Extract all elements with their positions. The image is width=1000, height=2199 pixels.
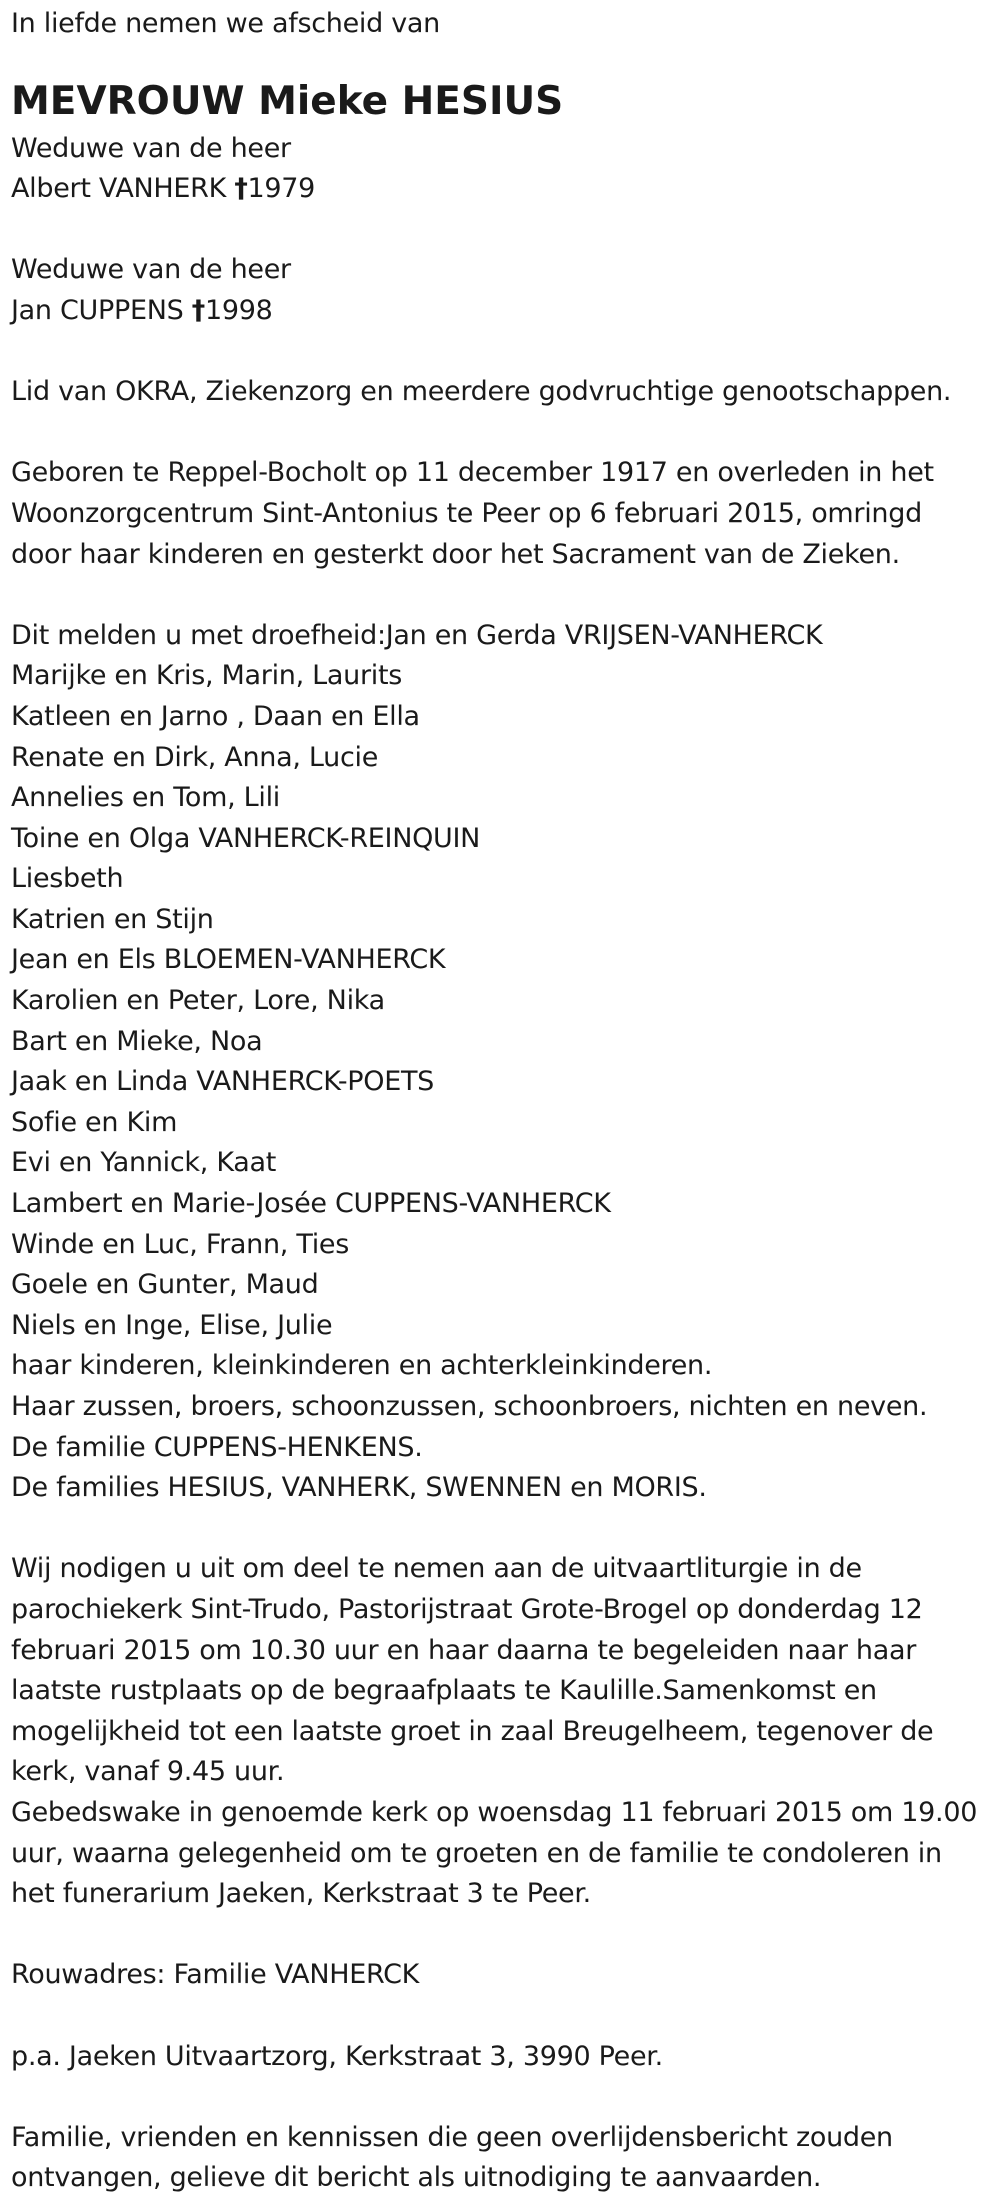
paragraph-line: Woonzorgcentrum Sint-Antonius te Peer op 6 februari 2015, omringd (11, 497, 922, 529)
spouse-1-title: Weduwe van de heer (11, 132, 291, 164)
paragraph-line: Wij nodigen u uit om deel te nemen aan de uitvaartliturgie in de (11, 1553, 862, 1585)
spacer (11, 1915, 991, 1956)
family-line: Liesbeth (11, 863, 124, 895)
paragraph-line: Geboren te Reppel-Bocholt op 11 december 1917 en overleden in het (11, 457, 934, 489)
cross-icon: † (234, 173, 248, 205)
family-line: Sofie en Kim (11, 1106, 178, 1138)
spouse-2-title: Weduwe van de heer (11, 254, 291, 286)
closing-paragraph (11, 2118, 991, 2199)
spacer (11, 413, 991, 454)
family-line: Haar zussen, broers, schoonzussen, schoonbroers, nichten en neven. (11, 1391, 928, 1422)
paragraph-line: kerk, vanaf 9.45 uur. (11, 1756, 285, 1788)
mourning-address: Rouwadres: Familie VANHERCK (11, 1959, 420, 1991)
spacer (11, 1509, 991, 1550)
spouse-2-year: 1998 (204, 294, 273, 326)
paragraph-line: door haar kinderen en gesterkt door het Sacrament van de Zieken. (11, 538, 900, 570)
spacer (11, 1996, 991, 2037)
obituary-document (11, 0, 991, 2199)
spouse-1-name-line (11, 169, 991, 210)
family-line: Goele en Gunter, Maud (11, 1269, 319, 1301)
spouse-1-year: 1979 (247, 173, 316, 205)
paragraph-line: laatste rustplaats op de begraafplaats te Kaulille.Samenkomst en (11, 1675, 877, 1707)
spacer (11, 2077, 991, 2118)
membership-line: Lid van OKRA, Ziekenzorg en meerdere godvruchtige genootschappen. (11, 376, 952, 408)
spacer (11, 575, 991, 616)
paragraph-line: het funerarium Jaeken, Kerkstraat 3 te Peer. (11, 1878, 591, 1910)
spacer (11, 210, 991, 251)
family-line: Jean en Els BLOEMEN-VANHERCK (11, 944, 446, 976)
family-list (11, 616, 991, 1509)
family-line: Toine en Olga VANHERCK-REINQUIN (11, 822, 481, 854)
family-line: De familie CUPPENS-HENKENS. (11, 1431, 423, 1463)
family-line: Bart en Mieke, Noa (11, 1025, 263, 1057)
paragraph-line: uur, waarna gelegenheid om te groeten en de familie te condoleren in (11, 1837, 942, 1869)
spouse-2-name-line (11, 291, 991, 332)
family-line: haar kinderen, kleinkinderen en achterkleinkinderen. (11, 1350, 713, 1382)
paragraph-line: parochiekerk Sint-Trudo, Pastorijstraat Grote-Brogel op donderdag 12 (11, 1593, 923, 1625)
paragraph-line: ontvangen, gelieve dit bericht als uitnodiging te aanvaarden. (11, 2162, 822, 2194)
family-line: Niels en Inge, Elise, Julie (11, 1309, 333, 1341)
family-line: Evi en Yannick, Kaat (11, 1147, 277, 1179)
family-line: Winde en Luc, Frann, Ties (11, 1228, 349, 1260)
family-line: Katrien en Stijn (11, 903, 214, 935)
family-line: Marijke en Kris, Marin, Laurits (11, 660, 403, 692)
family-line: Karolien en Peter, Lore, Nika (11, 985, 385, 1017)
family-line: Jaak en Linda VANHERCK-POETS (11, 1066, 434, 1098)
spacer (11, 332, 991, 373)
family-line: Katleen en Jarno , Daan en Ella (11, 700, 420, 732)
spouse-1-name: Albert VANHERK (11, 173, 227, 205)
intro-line: In liefde nemen we afscheid van (11, 8, 440, 39)
paragraph-line: februari 2015 om 10.30 uur en haar daarna te begeleiden naar haar (11, 1634, 917, 1666)
cross-icon: † (191, 294, 205, 326)
family-line: De families HESIUS, VANHERK, SWENNEN en MORIS. (11, 1472, 707, 1504)
birth-death-paragraph (11, 453, 991, 575)
spouse-2-name: Jan CUPPENS (11, 294, 184, 326)
paragraph-line: mogelijkheid tot een laatste groet in zaal Breugelheem, tegenover de (11, 1715, 934, 1747)
family-line: Lambert en Marie-Josée CUPPENS-VANHERCK (11, 1188, 611, 1220)
paragraph-line: Familie, vrienden en kennissen die geen overlijdensbericht zouden (11, 2121, 893, 2153)
family-line: Dit melden u met droefheid:Jan en Gerda VRIJSEN-VANHERCK (11, 619, 823, 651)
family-line: Annelies en Tom, Lili (11, 782, 281, 814)
paragraph-line: Gebedswake in genoemde kerk op woensdag 11 februari 2015 om 19.00 (11, 1796, 978, 1828)
deceased-name: MEVROUW Mieke HESIUS (11, 78, 564, 124)
family-line: Renate en Dirk, Anna, Lucie (11, 741, 379, 773)
care-address: p.a. Jaeken Uitvaartzorg, Kerkstraat 3, 3990 Peer. (11, 2040, 663, 2072)
funeral-paragraph (11, 1549, 991, 1914)
